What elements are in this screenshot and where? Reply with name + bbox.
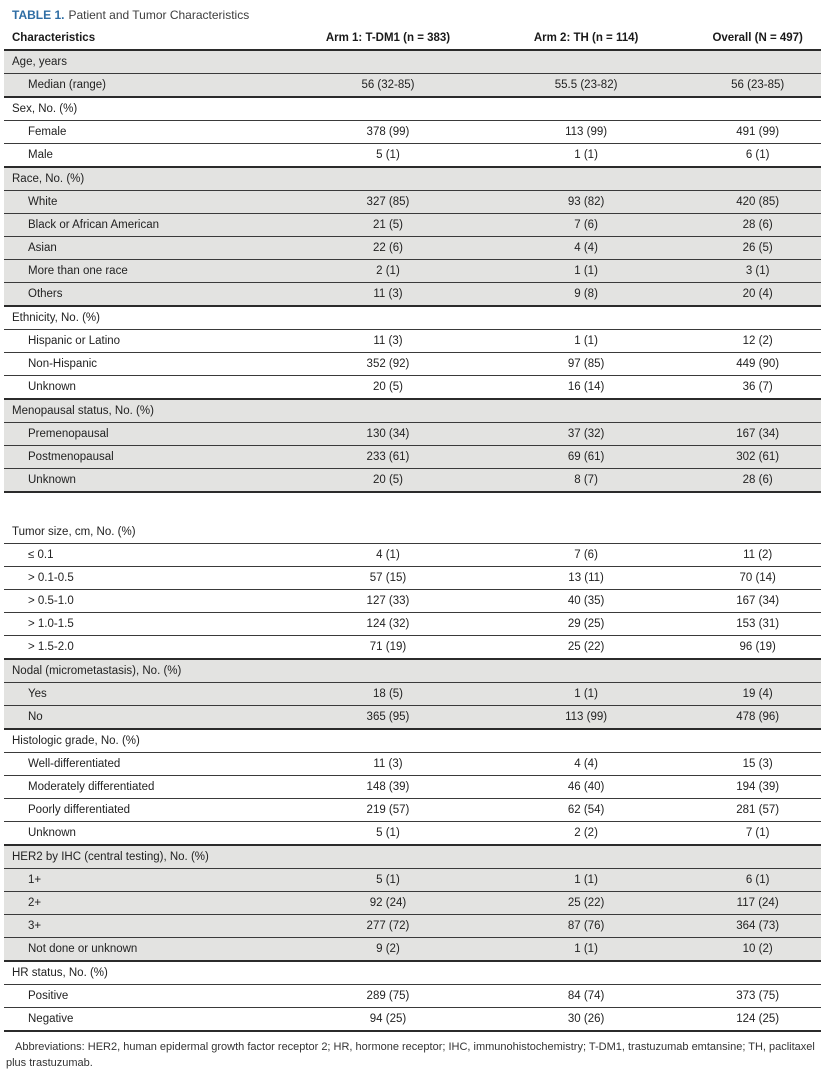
value-cell-overall: 3 (1) (694, 260, 821, 283)
table-row (4, 191, 821, 214)
section-gap (4, 492, 821, 521)
value-cell-arm2: 29 (25) (567, 618, 605, 630)
value-cell-arm1: 11 (3) (373, 335, 403, 347)
table-row (4, 144, 821, 168)
section-header-label: Ethnicity, No. (%) (4, 306, 821, 330)
patient-tumor-characteristics-table (4, 29, 821, 1032)
section-header-row (4, 521, 821, 544)
value-cell-arm2: 84 (74) (567, 990, 605, 1002)
value-cell-arm1: 18 (5) (298, 683, 478, 706)
row-label-cell: Negative (28, 1013, 74, 1025)
value-cell-arm2: 1 (1) (574, 335, 598, 347)
value-cell-arm1: 219 (57) (366, 804, 410, 816)
value-cell-overall: 26 (5) (694, 237, 821, 260)
row-label-cell: ≤ 0.1 (28, 549, 54, 561)
table-row (4, 915, 821, 938)
section-header-label: Tumor size, cm, No. (%) (4, 521, 821, 544)
section-header-label: Histologic grade, No. (%) (4, 729, 821, 753)
table-row (4, 544, 821, 567)
value-cell-arm1: 130 (34) (298, 423, 478, 446)
table-row (4, 121, 821, 144)
table-row (4, 985, 821, 1008)
value-cell-arm1: 4 (1) (376, 549, 400, 561)
value-cell-arm1: 71 (19) (369, 641, 407, 653)
section-gap-cell (4, 492, 821, 521)
value-cell-arm1: 233 (61) (298, 446, 478, 469)
row-label-cell: 3+ (4, 915, 298, 938)
section-header-label: HR status, No. (%) (4, 961, 821, 985)
value-cell-overall: 70 (14) (739, 572, 776, 584)
row-label-cell: > 0.5-1.0 (28, 595, 74, 607)
row-label-cell: > 1.0-1.5 (28, 618, 74, 630)
table-row (4, 706, 821, 730)
row-label-cell: Yes (4, 683, 298, 706)
section-header-row (4, 729, 821, 753)
value-cell-arm2: 4 (4) (478, 237, 695, 260)
value-cell-overall: 373 (75) (736, 990, 780, 1002)
column-header-overall: Overall (N = 497) (694, 29, 821, 50)
value-cell-arm1: 92 (24) (298, 892, 478, 915)
section-header-row (4, 659, 821, 683)
table-row (4, 799, 821, 822)
table-row (4, 683, 821, 706)
section-header-row (4, 306, 821, 330)
value-cell-arm1: 20 (5) (372, 381, 403, 393)
table-row (4, 613, 821, 636)
table-row (4, 892, 821, 915)
value-cell-overall: 7 (1) (745, 827, 770, 839)
value-cell-arm2: 8 (7) (478, 469, 695, 493)
value-cell-arm2: 7 (6) (478, 214, 695, 237)
value-cell-arm2: 1 (1) (478, 260, 695, 283)
value-cell-arm2: 113 (99) (478, 706, 695, 730)
value-cell-arm1: 124 (32) (366, 618, 410, 630)
table-row (4, 469, 821, 493)
table-title (4, 6, 821, 29)
table-row (4, 869, 821, 892)
value-cell-arm1: 2 (1) (298, 260, 478, 283)
value-cell-arm2: 1 (1) (478, 938, 695, 962)
section-header-row (4, 97, 821, 121)
row-label-cell: Unknown (28, 827, 76, 839)
value-cell-arm2: 87 (76) (478, 915, 695, 938)
value-cell-arm1: 365 (95) (298, 706, 478, 730)
table-row (4, 446, 821, 469)
section-header-row (4, 399, 821, 423)
value-cell-overall: 124 (25) (736, 1013, 780, 1025)
row-label-cell: Moderately differentiated (28, 781, 155, 793)
section-header-row (4, 167, 821, 191)
table-row (4, 353, 821, 376)
row-label-cell: Premenopausal (4, 423, 298, 446)
table-row (4, 260, 821, 283)
value-cell-overall: 420 (85) (694, 191, 821, 214)
value-cell-overall: 96 (19) (739, 641, 776, 653)
column-header-arm1: Arm 1: T-DM1 (n = 383) (298, 29, 478, 50)
value-cell-arm2: 46 (40) (567, 781, 605, 793)
table-row (4, 822, 821, 846)
value-cell-arm1: 57 (15) (369, 572, 407, 584)
table-row (4, 567, 821, 590)
value-cell-arm2: 113 (99) (565, 126, 608, 138)
value-cell-overall: 12 (2) (742, 335, 773, 347)
value-cell-overall: 491 (99) (736, 126, 780, 138)
value-cell-arm2: 55.5 (23-82) (478, 74, 695, 98)
value-cell-arm2: 1 (1) (478, 683, 695, 706)
value-cell-arm1: 277 (72) (298, 915, 478, 938)
column-header-characteristics: Characteristics (4, 29, 298, 50)
value-cell-arm2: 1 (1) (478, 869, 695, 892)
row-label-cell: Postmenopausal (4, 446, 298, 469)
section-header-row (4, 961, 821, 985)
row-label-cell: No (4, 706, 298, 730)
value-cell-overall: 10 (2) (694, 938, 821, 962)
section-header-row (4, 845, 821, 869)
section-header-label: Menopausal status, No. (%) (4, 399, 821, 423)
value-cell-overall: 28 (6) (694, 214, 821, 237)
row-label-cell: Asian (4, 237, 298, 260)
section-header-label: Age, years (4, 50, 821, 74)
row-label-cell: Male (28, 149, 53, 161)
value-cell-arm1: 21 (5) (298, 214, 478, 237)
value-cell-overall: 364 (73) (694, 915, 821, 938)
value-cell-overall: 28 (6) (694, 469, 821, 493)
value-cell-overall: 56 (23-85) (694, 74, 821, 98)
row-label-cell: 1+ (4, 869, 298, 892)
table-row (4, 938, 821, 962)
row-label-cell: More than one race (4, 260, 298, 283)
table-row (4, 330, 821, 353)
row-label-cell: Not done or unknown (4, 938, 298, 962)
value-cell-overall: 36 (7) (742, 381, 773, 393)
value-cell-overall: 167 (34) (736, 595, 780, 607)
value-cell-arm2: 25 (22) (567, 641, 605, 653)
table-body (4, 50, 821, 1031)
section-header-label: Race, No. (%) (4, 167, 821, 191)
value-cell-arm1: 289 (75) (366, 990, 410, 1002)
value-cell-arm1: 327 (85) (298, 191, 478, 214)
value-cell-arm1: 20 (5) (298, 469, 478, 493)
value-cell-overall: 117 (24) (694, 892, 821, 915)
value-cell-arm2: 37 (32) (478, 423, 695, 446)
table-row (4, 590, 821, 613)
row-label-cell: Poorly differentiated (28, 804, 131, 816)
row-label-cell: Black or African American (4, 214, 298, 237)
value-cell-arm1: 11 (3) (373, 758, 403, 770)
value-cell-arm1: 5 (1) (376, 827, 400, 839)
section-header-row (4, 50, 821, 74)
value-cell-arm1: 56 (32-85) (298, 74, 478, 98)
value-cell-overall: 194 (39) (736, 781, 780, 793)
value-cell-overall: 478 (96) (694, 706, 821, 730)
table-title-text: Patient and Tumor Characteristics (68, 8, 250, 22)
table-row (4, 237, 821, 260)
value-cell-overall: 11 (2) (743, 549, 773, 561)
row-label-cell: Non-Hispanic (28, 358, 98, 370)
row-label-cell: Median (range) (4, 74, 298, 98)
value-cell-arm1: 148 (39) (366, 781, 410, 793)
row-label-cell: > 0.1-0.5 (28, 572, 74, 584)
table-row (4, 283, 821, 307)
table-row (4, 74, 821, 98)
row-label-cell: White (4, 191, 298, 214)
value-cell-overall: 20 (4) (694, 283, 821, 307)
value-cell-arm2: 93 (82) (478, 191, 695, 214)
value-cell-arm2: 16 (14) (567, 381, 605, 393)
row-label-cell: Unknown (4, 469, 298, 493)
value-cell-arm1: 352 (92) (366, 358, 410, 370)
abbreviations-footnote: Abbreviations: HER2, human epidermal growth factor receptor 2; HR, hormone receptor; IHC, immunohistochemistry; T-DM1, trastuzumab emtansine; TH, paclitaxel plus trastuzumab. (6, 1041, 815, 1069)
value-cell-overall: 153 (31) (736, 618, 780, 630)
value-cell-arm2: 30 (26) (567, 1013, 605, 1025)
value-cell-arm1: 5 (1) (298, 869, 478, 892)
row-label-cell: > 1.5-2.0 (28, 641, 74, 653)
row-label-cell: Well-differentiated (28, 758, 121, 770)
row-label-cell: Others (4, 283, 298, 307)
column-header-row (4, 29, 821, 50)
column-header-arm2: Arm 2: TH (n = 114) (478, 29, 695, 50)
row-label-cell: 2+ (4, 892, 298, 915)
row-label-cell: Unknown (28, 381, 76, 393)
value-cell-arm2: 9 (8) (478, 283, 695, 307)
table-row (4, 214, 821, 237)
value-cell-arm2: 4 (4) (574, 758, 598, 770)
value-cell-arm2: 25 (22) (478, 892, 695, 915)
value-cell-arm1: 9 (2) (298, 938, 478, 962)
table-number-label: TABLE 1. (12, 8, 65, 22)
table-row (4, 376, 821, 400)
value-cell-arm1: 11 (3) (298, 283, 478, 307)
value-cell-arm1: 94 (25) (369, 1013, 407, 1025)
value-cell-arm2: 1 (1) (574, 149, 598, 161)
value-cell-arm2: 7 (6) (574, 549, 598, 561)
value-cell-arm1: 22 (6) (298, 237, 478, 260)
value-cell-arm1: 5 (1) (376, 149, 400, 161)
value-cell-arm2: 62 (54) (567, 804, 605, 816)
section-header-label: Nodal (micrometastasis), No. (%) (4, 659, 821, 683)
row-label-cell: Positive (28, 990, 69, 1002)
value-cell-overall: 15 (3) (742, 758, 773, 770)
value-cell-arm1: 127 (33) (366, 595, 410, 607)
section-header-label: HER2 by IHC (central testing), No. (%) (4, 845, 821, 869)
value-cell-overall: 19 (4) (694, 683, 821, 706)
table-row (4, 776, 821, 799)
value-cell-arm2: 2 (2) (574, 827, 598, 839)
table-row (4, 753, 821, 776)
value-cell-overall: 302 (61) (694, 446, 821, 469)
table-row (4, 423, 821, 446)
value-cell-arm2: 69 (61) (478, 446, 695, 469)
row-label-cell: Female (28, 126, 67, 138)
table-row (4, 636, 821, 660)
table-row (4, 1008, 821, 1032)
value-cell-arm2: 97 (85) (567, 358, 605, 370)
value-cell-arm1: 378 (99) (366, 126, 410, 138)
value-cell-overall: 449 (90) (736, 358, 780, 370)
row-label-cell: Hispanic or Latino (28, 335, 121, 347)
value-cell-overall: 6 (1) (694, 869, 821, 892)
value-cell-overall: 167 (34) (694, 423, 821, 446)
value-cell-overall: 6 (1) (745, 149, 770, 161)
value-cell-overall: 281 (57) (736, 804, 780, 816)
section-header-label: Sex, No. (%) (4, 97, 821, 121)
value-cell-arm2: 13 (11) (568, 572, 604, 584)
value-cell-arm2: 40 (35) (567, 595, 605, 607)
